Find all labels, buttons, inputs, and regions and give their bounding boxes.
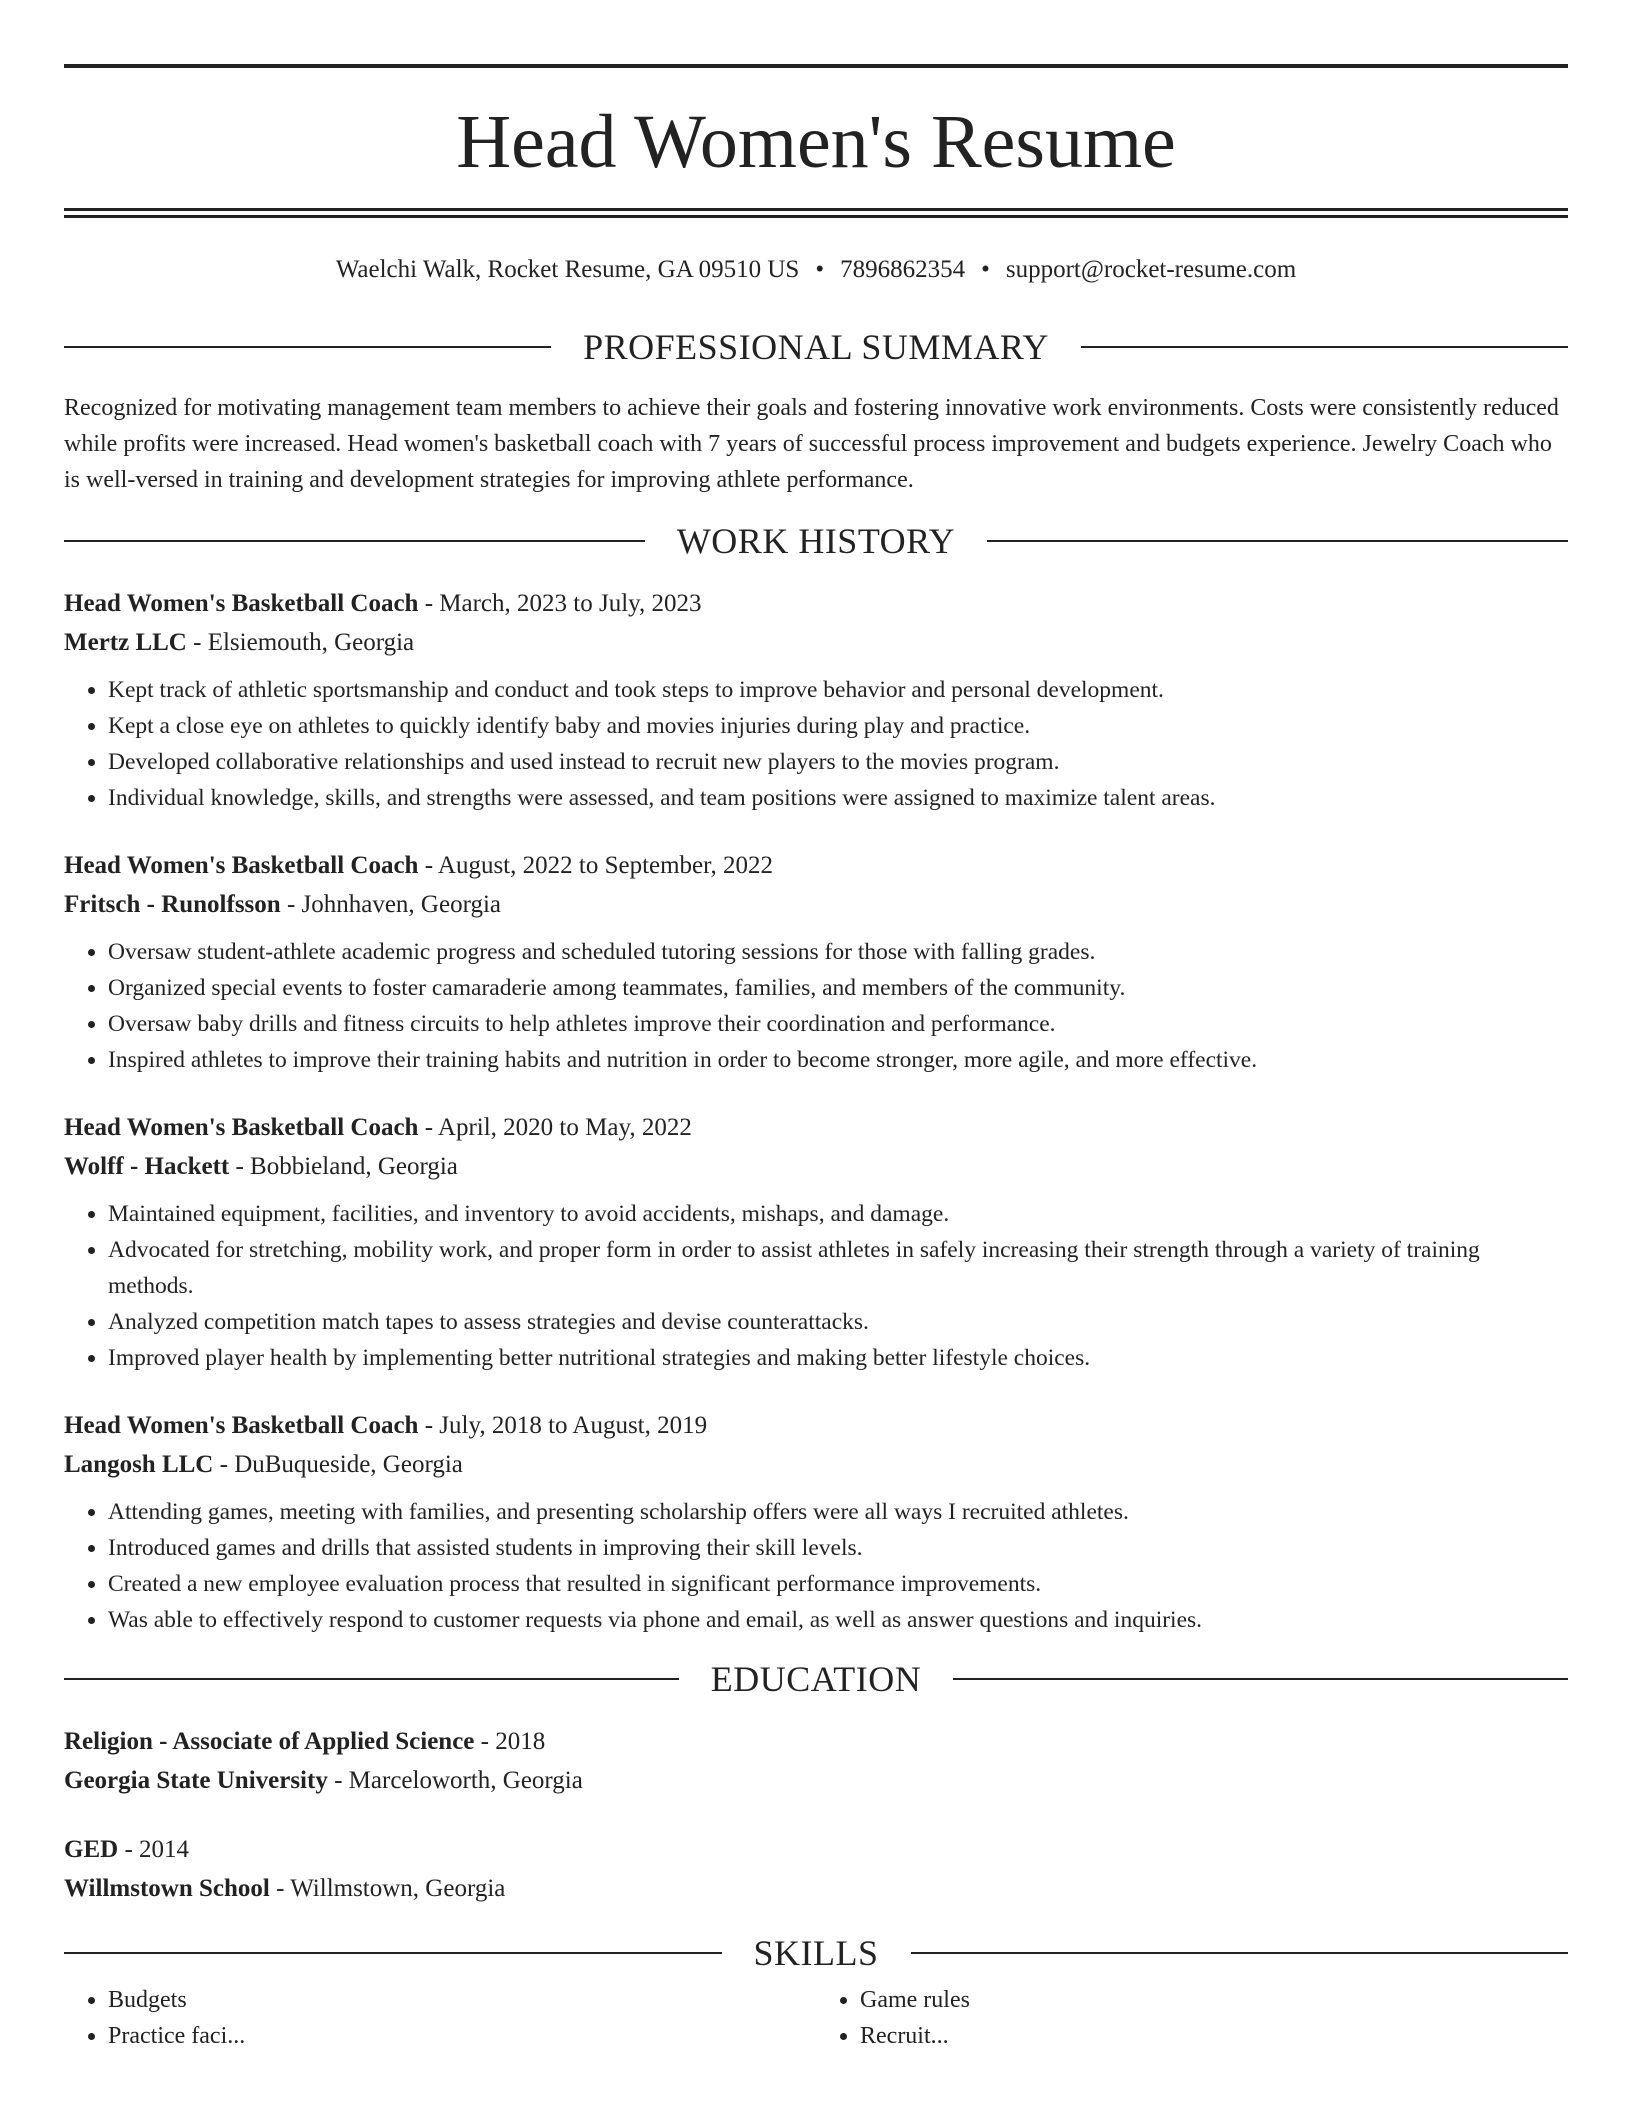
list-item: • Game rules [860,1982,1568,2018]
section-header-education [64,1658,1568,1700]
job-role: Head Women's Basketball Coach [64,852,419,879]
list-item: • Attending games, meeting with families, and presenting scholarship offers were all ways I recruited athletes. [108,1494,1568,1530]
list-item: • Kept a close eye on athletes to quickly identify baby and movies injuries during play and practice. [108,708,1568,744]
job-entry [64,1406,1568,1638]
section-title: EDUCATION [710,1659,922,1699]
list-item: • Maintained equipment, facilities, and inventory to avoid accidents, mishaps, and damage. [108,1196,1568,1232]
list-item: • Recruit... [860,2018,1568,2054]
education-school-line [64,1869,1568,1908]
education-year: - 2018 [474,1728,546,1755]
divider-line [953,1678,1568,1680]
education-entry [64,1830,1568,1908]
section-header-work [64,520,1568,562]
job-title-line [64,1108,1568,1147]
top-rule [64,64,1568,68]
contact-phone: 7896862354 [840,256,966,283]
job-entry [64,584,1568,816]
education-school: Willmstown School [64,1875,270,1902]
divider-line [911,1952,1569,1954]
list-item: • Created a new employee evaluation process that resulted in significant performance improvements. [108,1566,1568,1602]
list-item: • Was able to effectively respond to customer requests via phone and email, as well as answer questions and inquiries. [108,1602,1568,1638]
divider-line [64,540,645,542]
resume-name: Head Women's Resume [456,100,1176,184]
job-company-line [64,1147,1568,1186]
job-location: - DuBuqueside, Georgia [213,1451,463,1478]
list-item: • Practice faci... [108,2018,816,2054]
list-item: • Analyzed competition match tapes to assess strategies and devise counterattacks. [108,1304,1568,1340]
job-role: Head Women's Basketball Coach [64,1412,419,1439]
section-header-summary [64,326,1568,368]
section-title: WORK HISTORY [676,521,956,561]
divider-line [64,1678,679,1680]
list-item: • Advocated for stretching, mobility work, and proper form in order to assist athletes in safely increasing their strength through a variety of training methods. [108,1232,1568,1304]
job-title-line [64,846,1568,885]
section-title: PROFESSIONAL SUMMARY [583,327,1049,367]
education-degree: GED [64,1836,119,1863]
job-company: Wolff - Hackett [64,1153,230,1180]
divider-line [1081,346,1568,348]
education-location: - Willmstown, Georgia [269,1875,506,1902]
list-item: • Oversaw student-athlete academic progress and scheduled tutoring sessions for those with falling grades. [108,934,1568,970]
education-year: - 2014 [118,1836,190,1863]
contact-line [64,256,1568,284]
job-title-line [64,1406,1568,1445]
education-school-line [64,1761,1568,1800]
list-item: • Organized special events to foster camaraderie among teammates, families, and members of the community. [108,970,1568,1006]
job-dates: - March, 2023 to July, 2023 [418,590,702,617]
summary-text: Recognized for motivating management team members to achieve their goals and fostering innovative work environments. Costs were consistently reduced while profits were increased. Head women's basketball coach with 7 years of successful process improvement and budgets experience. Jewelry Coach who is well-versed in training and development strategies for improving athlete performance. [64,395,1559,493]
job-dates: - August, 2022 to September, 2022 [418,852,773,879]
job-company-line [64,885,1568,924]
divider-line [64,1952,722,1954]
education-school: Georgia State University [64,1767,328,1794]
job-location: - Bobbieland, Georgia [229,1153,458,1180]
list-item: • Developed collaborative relationships and used instead to recruit new players to the movies program. [108,744,1568,780]
job-bullets [64,934,1568,1078]
job-entry [64,1108,1568,1376]
list-item: • Inspired athletes to improve their training habits and nutrition in order to become stronger, more agile, and more effective. [108,1042,1568,1078]
list-item: • Budgets [108,1982,816,2018]
job-dates: - April, 2020 to May, 2022 [418,1114,692,1141]
contact-separator: • [815,256,825,283]
list-item: • Introduced games and drills that assisted students in improving their skill levels. [108,1530,1568,1566]
job-location: - Elsiemouth, Georgia [186,629,415,656]
list-item: • Improved player health by implementing better nutritional strategies and making better lifestyle choices. [108,1340,1568,1376]
education-degree-line [64,1722,1568,1761]
education-degree-line [64,1830,1568,1869]
job-location: - Johnhaven, Georgia [280,891,501,918]
double-rule [64,208,1568,218]
contact-email: support@rocket-resume.com [1005,256,1297,283]
list-item: • Oversaw baby drills and fitness circuits to help athletes improve their coordination and performance. [108,1006,1568,1042]
job-role: Head Women's Basketball Coach [64,590,419,617]
skills-column-right [816,1982,1568,2054]
skills-list [64,1982,1568,2054]
job-title-line [64,584,1568,623]
section-header-skills [64,1932,1568,1974]
job-bullets [64,1196,1568,1376]
contact-separator: • [981,256,990,283]
job-bullets [64,1494,1568,1638]
divider-line [987,540,1568,542]
job-bullets [64,672,1568,816]
job-company: Fritsch - Runolfsson [64,891,281,918]
list-item: • Individual knowledge, skills, and strengths were assessed, and team positions were assigned to maximize talent areas. [108,780,1568,816]
education-location: - Marceloworth, Georgia [327,1767,583,1794]
skills-column-left [64,1982,816,2054]
job-company-line [64,1445,1568,1484]
section-title: SKILLS [753,1933,879,1973]
list-item: • Kept track of athletic sportsmanship and conduct and took steps to improve behavior and personal development. [108,672,1568,708]
education-entry [64,1722,1568,1800]
job-entry [64,846,1568,1078]
divider-line [64,346,551,348]
job-dates: - July, 2018 to August, 2019 [418,1412,708,1439]
job-company: Langosh LLC [64,1451,214,1478]
contact-address: Waelchi Walk, Rocket Resume, GA 09510 US [335,256,800,283]
job-role: Head Women's Basketball Coach [64,1114,419,1141]
education-degree: Religion - Associate of Applied Science [64,1728,475,1755]
job-company-line [64,623,1568,662]
job-company: Mertz LLC [64,629,187,656]
